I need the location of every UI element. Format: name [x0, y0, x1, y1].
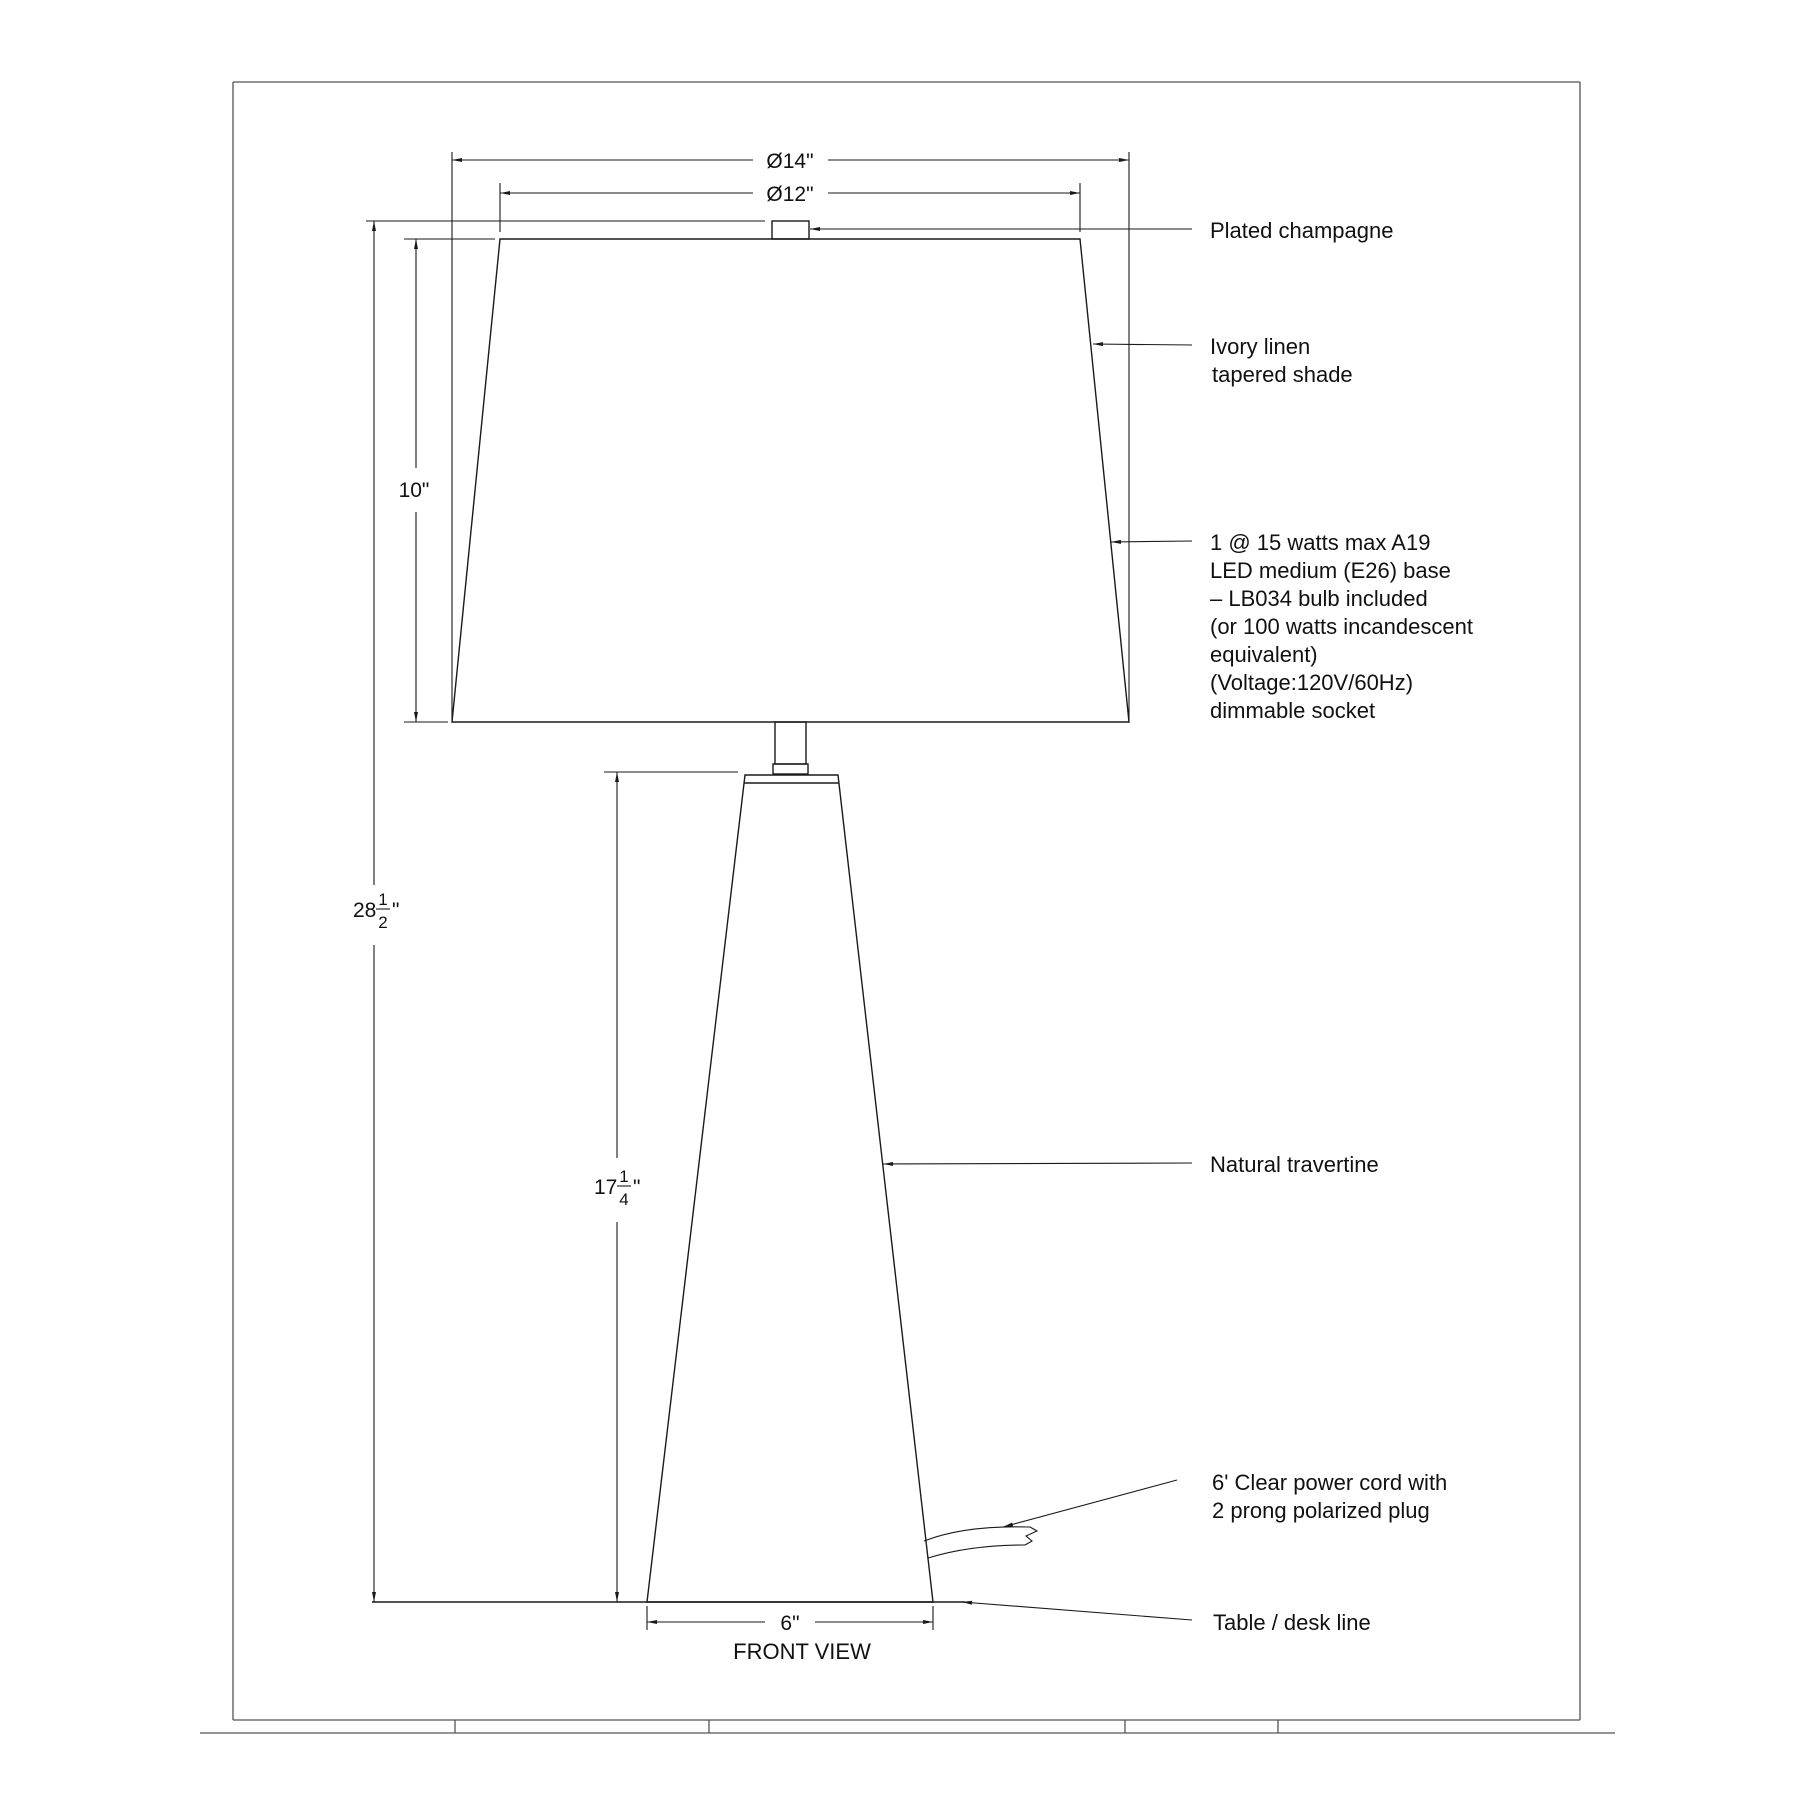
svg-text:equivalent): equivalent)	[1210, 642, 1318, 667]
svg-text:1: 1	[378, 890, 388, 909]
svg-text:2: 2	[378, 913, 388, 932]
total-height-label	[353, 890, 399, 932]
inner-diameter-label: Ø12"	[766, 183, 814, 206]
svg-text:Plated champagne: Plated champagne	[1210, 218, 1394, 243]
view-label: FRONT VIEW	[733, 1639, 871, 1664]
leader-lines	[810, 229, 1192, 1620]
svg-text:Natural travertine: Natural travertine	[1210, 1152, 1379, 1177]
finial	[772, 221, 809, 239]
callout-cord	[1212, 1470, 1447, 1523]
svg-text:dimmable socket: dimmable socket	[1210, 698, 1376, 723]
svg-text:tapered shade: tapered shade	[1212, 362, 1353, 387]
base-width-label: 6"	[780, 1612, 800, 1635]
svg-text:(Voltage:120V/60Hz): (Voltage:120V/60Hz)	[1210, 670, 1414, 695]
dimension-lines	[374, 160, 1129, 1622]
svg-text:1: 1	[619, 1167, 629, 1186]
svg-text:Table / desk line: Table / desk line	[1213, 1610, 1371, 1635]
outer-diameter-label: Ø14"	[766, 150, 814, 173]
svg-text:1 @ 15 watts max A19: 1 @ 15 watts max A19	[1210, 530, 1431, 555]
lamp-collar	[773, 764, 808, 774]
svg-text:": "	[392, 899, 400, 922]
lamp-neck	[775, 722, 806, 764]
callout-bulb	[1210, 530, 1473, 723]
svg-text:LED medium (E26) base: LED medium (E26) base	[1210, 558, 1451, 583]
svg-text:4: 4	[619, 1190, 629, 1209]
svg-text:6' Clear power cord with: 6' Clear power cord with	[1212, 1470, 1448, 1495]
extension-lines	[366, 152, 1129, 1630]
base-height-label	[594, 1167, 640, 1209]
svg-text:": "	[633, 1176, 641, 1199]
svg-text:Ivory linen: Ivory linen	[1210, 334, 1311, 359]
lamp-shade	[452, 239, 1129, 722]
callout-shade	[1210, 334, 1353, 387]
svg-text:(or 100 watts incandescent: (or 100 watts incandescent	[1210, 614, 1473, 639]
callout-finial	[1210, 218, 1393, 243]
callout-body	[1210, 1152, 1379, 1177]
callout-table	[1213, 1610, 1371, 1635]
lamp-base	[647, 775, 933, 1602]
power-cord	[924, 1527, 1037, 1558]
svg-text:17: 17	[594, 1176, 618, 1199]
svg-text:28: 28	[353, 899, 377, 922]
shade-height-label: 10"	[398, 479, 430, 502]
svg-text:2 prong polarized plug: 2 prong polarized plug	[1212, 1498, 1430, 1523]
svg-text:– LB034 bulb included: – LB034 bulb included	[1210, 586, 1428, 611]
